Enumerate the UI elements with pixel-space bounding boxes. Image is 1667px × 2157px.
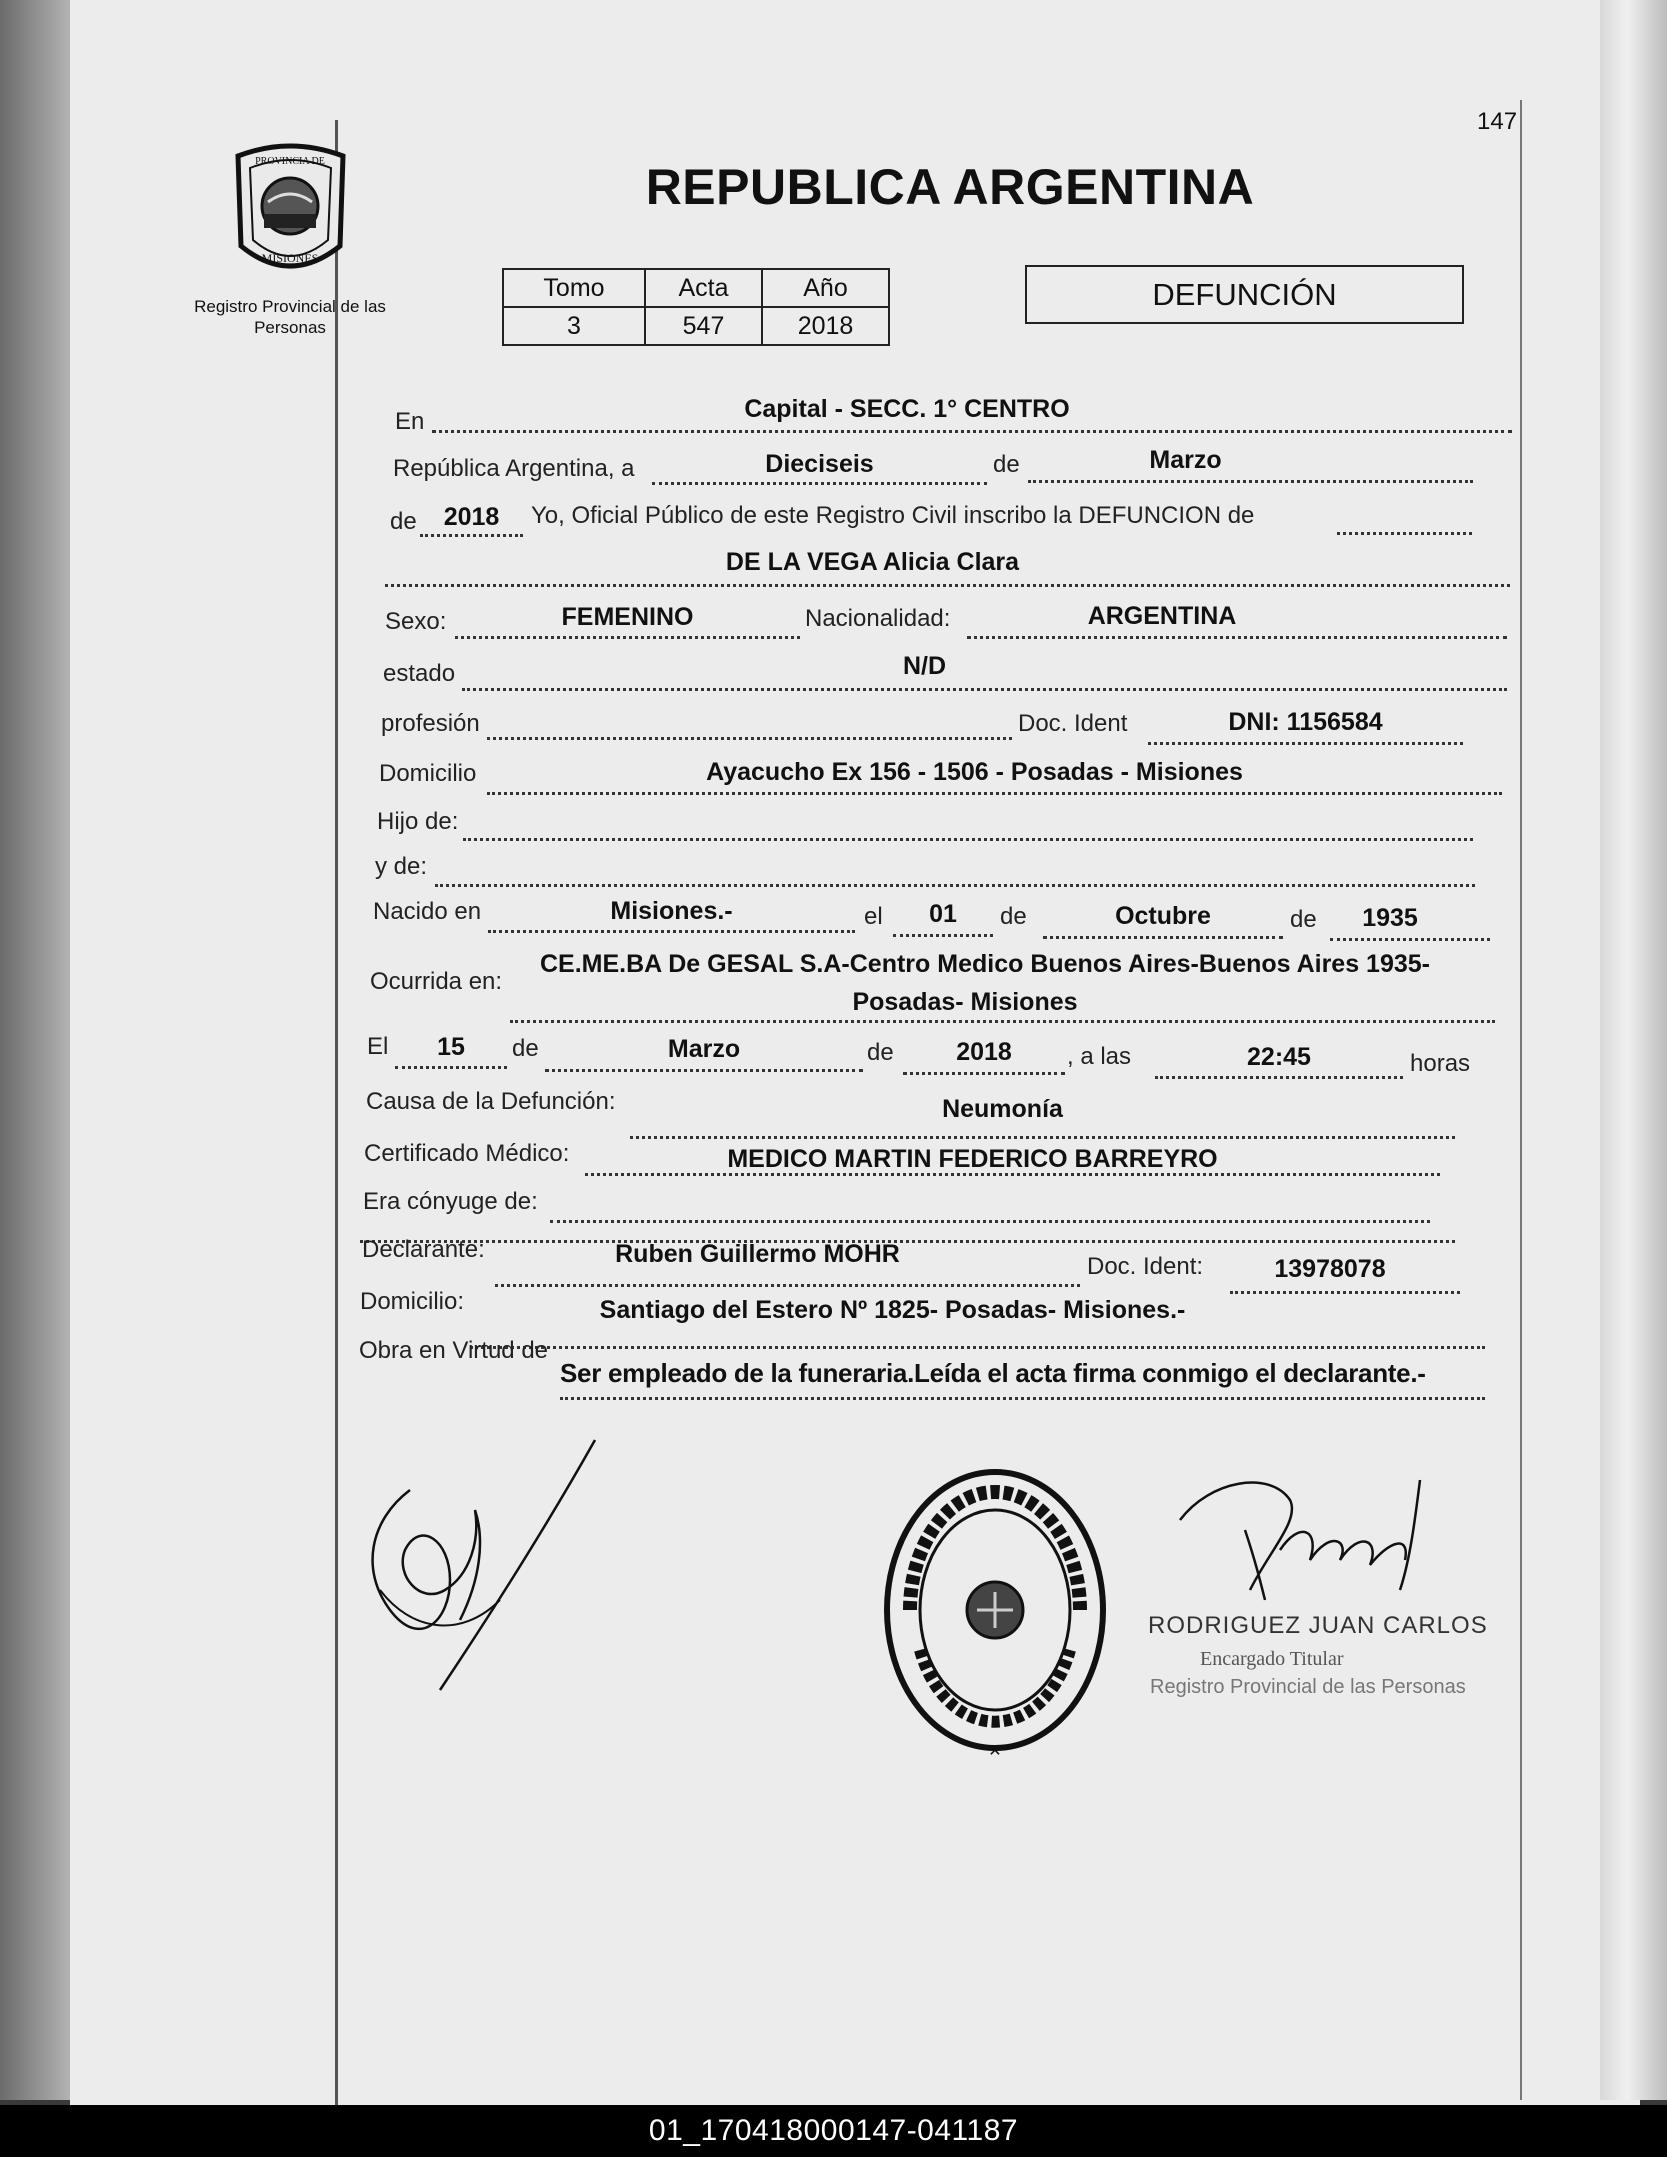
death-day-line bbox=[395, 1066, 507, 1069]
doc-ident-value: DNI: 1156584 bbox=[1228, 708, 1383, 736]
svg-text:PROVINCIA DE: PROVINCIA DE bbox=[255, 156, 325, 167]
hijo-label: Hijo de: bbox=[377, 808, 459, 835]
left-margin-line bbox=[335, 120, 338, 2105]
anio-value: 2018 bbox=[762, 307, 889, 345]
scan-left-shadow bbox=[0, 0, 80, 2100]
name-line bbox=[385, 584, 1510, 587]
profesion-line bbox=[487, 737, 1012, 740]
domicilio-label: Domicilio bbox=[379, 760, 477, 787]
month-line bbox=[1028, 480, 1473, 483]
province-seal-icon bbox=[228, 136, 353, 286]
year-line bbox=[420, 534, 523, 537]
domicilio2-label: Domicilio: bbox=[360, 1288, 465, 1315]
yde-line bbox=[435, 884, 1475, 887]
right-margin-line bbox=[1520, 100, 1522, 2100]
page-number: 147 bbox=[1477, 108, 1518, 135]
doc-ident-label: Doc. Ident bbox=[1018, 710, 1128, 737]
de-birth-month-label: de bbox=[1000, 903, 1027, 930]
estado-label: estado bbox=[383, 660, 456, 687]
tomo-value: 3 bbox=[503, 307, 645, 345]
en-line bbox=[432, 430, 1512, 433]
doc-ident-line bbox=[1148, 742, 1463, 745]
death-month-line bbox=[545, 1069, 863, 1072]
birth-day-line bbox=[893, 934, 993, 937]
conyuge-line bbox=[550, 1220, 1430, 1223]
obra-value: Ser empleado de la funeraria.Leída el acta firma conmigo el declarante.- bbox=[560, 1358, 1426, 1388]
horas-label: horas bbox=[1410, 1050, 1471, 1077]
declarante-doc-label: Doc. Ident: bbox=[1087, 1253, 1204, 1280]
nacido-line bbox=[488, 930, 855, 933]
causa-label: Causa de la Defunción: bbox=[366, 1088, 616, 1115]
de-year-label: de bbox=[390, 508, 417, 535]
deceased-name: DE LA VEGA Alicia Clara bbox=[725, 548, 1020, 576]
ocurrida-line1: CE.ME.BA De GESAL S.A-Centro Medico Buenos Aires-Buenos Aires 1935- bbox=[539, 950, 1430, 978]
de-death-month-label: de bbox=[512, 1035, 539, 1062]
place-value: Capital - SECC. 1° CENTRO bbox=[744, 395, 1070, 423]
de-death-year-label: de bbox=[867, 1039, 894, 1066]
officer-title: Encargado Titular bbox=[1200, 1648, 1344, 1670]
acta-label: Acta bbox=[645, 269, 762, 307]
nacionalidad-label: Nacionalidad: bbox=[805, 605, 951, 632]
anio-label: Año bbox=[762, 269, 889, 307]
birth-year: 1935 bbox=[1362, 904, 1418, 932]
birth-month-line bbox=[1043, 936, 1283, 939]
nacido-label: Nacido en bbox=[373, 898, 482, 925]
sexo-value: FEMENINO bbox=[561, 603, 694, 631]
sexo-label: Sexo: bbox=[385, 608, 447, 635]
scan-id-footer: 01_170418000147-041187 bbox=[0, 2105, 1667, 2157]
death-year-line bbox=[903, 1072, 1065, 1075]
birth-year-line bbox=[1330, 938, 1490, 941]
nacido-value: Misiones.- bbox=[610, 897, 733, 925]
domicilio2-line bbox=[470, 1346, 1485, 1349]
declarante-doc-value: 13978078 bbox=[1274, 1255, 1386, 1283]
document-title: REPUBLICA ARGENTINA bbox=[645, 159, 1255, 215]
obra-line bbox=[560, 1397, 1485, 1400]
inscribo-line bbox=[1337, 532, 1472, 535]
official-stamp-icon bbox=[880, 1460, 1110, 1760]
svg-text:MISIONES: MISIONES bbox=[261, 251, 319, 265]
birth-month: Octubre bbox=[1115, 902, 1211, 930]
profesion-label: profesión bbox=[381, 710, 480, 737]
declarante-label: Declarante: bbox=[362, 1236, 485, 1263]
day-line bbox=[652, 482, 987, 485]
causa-line bbox=[630, 1136, 1455, 1139]
estado-value: N/D bbox=[902, 652, 947, 680]
de-birth-year-label: de bbox=[1290, 906, 1317, 933]
death-year: 2018 bbox=[956, 1038, 1012, 1066]
page-edge bbox=[1600, 0, 1667, 2100]
death-month: Marzo bbox=[667, 1035, 741, 1063]
nacionalidad-line bbox=[967, 636, 1507, 639]
day-value: Dieciseis bbox=[765, 450, 874, 478]
alas-label: , a las bbox=[1067, 1043, 1132, 1070]
domicilio2-value: Santiago del Estero Nº 1825- Posadas- Misiones.- bbox=[599, 1296, 1186, 1324]
death-day: 15 bbox=[437, 1033, 465, 1061]
causa-value: Neumonía bbox=[942, 1095, 1063, 1123]
de-label: de bbox=[993, 451, 1020, 478]
yde-label: y de: bbox=[375, 853, 428, 880]
svg-text:✕: ✕ bbox=[988, 1743, 1002, 1760]
inscribo-text: Yo, Oficial Público de este Registro Civil inscribo la DEFUNCION de bbox=[531, 502, 1255, 529]
conyuge-label: Era cónyuge de: bbox=[363, 1188, 538, 1215]
tomo-label: Tomo bbox=[503, 269, 645, 307]
registry-name: Registro Provincial de las Personas bbox=[194, 297, 386, 337]
en-label: En bbox=[395, 408, 425, 435]
ocurrida-line bbox=[510, 1020, 1495, 1023]
El-label: El bbox=[367, 1033, 389, 1060]
sexo-line bbox=[455, 636, 800, 639]
record-type-box: DEFUNCIÓN bbox=[1025, 265, 1464, 324]
el-label: el bbox=[864, 903, 883, 930]
domicilio-value: Ayacucho Ex 156 - 1506 - Posadas - Misiones bbox=[706, 758, 1243, 786]
certificado-value: MEDICO MARTIN FEDERICO BARREYRO bbox=[727, 1145, 1218, 1173]
death-time-line bbox=[1155, 1076, 1403, 1079]
nacionalidad-value: ARGENTINA bbox=[1087, 602, 1237, 630]
acta-value: 547 bbox=[645, 307, 762, 345]
officer-organization: Registro Provincial de las Personas bbox=[1150, 1676, 1466, 1698]
ocurrida-line2: Posadas- Misiones bbox=[852, 988, 1078, 1016]
declarant-signature-icon bbox=[350, 1430, 610, 1710]
declarante-doc-line bbox=[1230, 1291, 1460, 1294]
reference-table bbox=[502, 268, 890, 346]
ocurrida-label: Ocurrida en: bbox=[370, 968, 503, 995]
domicilio-line bbox=[487, 792, 1502, 795]
declarante-line bbox=[495, 1284, 1080, 1287]
death-time: 22:45 bbox=[1247, 1043, 1311, 1071]
certificado-label: Certificado Médico: bbox=[364, 1140, 570, 1167]
republica-label: República Argentina, a bbox=[393, 455, 635, 482]
birth-day: 01 bbox=[929, 900, 957, 928]
declarante-value: Ruben Guillermo MOHR bbox=[615, 1240, 900, 1268]
officer-name: RODRIGUEZ JUAN CARLOS bbox=[1148, 1612, 1488, 1639]
officer-signature-icon bbox=[1170, 1460, 1450, 1620]
obra-label: Obra en Virtud de bbox=[359, 1337, 549, 1364]
hijo-line bbox=[463, 838, 1473, 841]
month-value: Marzo bbox=[1149, 446, 1222, 474]
estado-line bbox=[462, 688, 1507, 691]
year-value: 2018 bbox=[443, 503, 500, 531]
